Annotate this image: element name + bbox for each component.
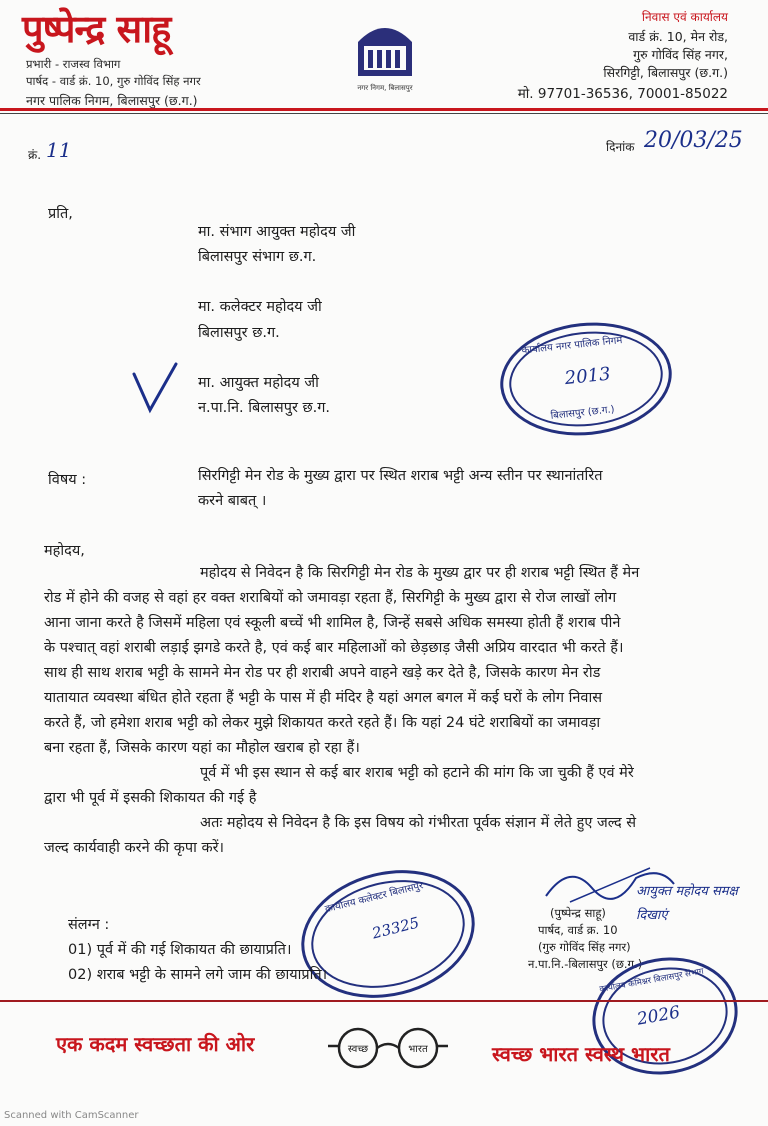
body-line: यातायात व्यवस्था बंधित होते रहता हैं भट्टी के पास में ही मंदिर है यहां अगल बगल में कई घरों के लोग निवास — [44, 690, 603, 706]
date-label: दिनांक — [606, 140, 635, 154]
body-line: के पश्चात् वहां शराबी लड़ाई झगडे करते है, एवं कई बार महिलाओं को छेड़छाड़ जैसी अप्रिय वारदात भी करते हैं। — [44, 640, 624, 656]
recipient-line: मा. संभाग आयुक्त महोदय जी — [198, 224, 356, 240]
address-line-2: गुरु गोविंद सिंह नगर, — [633, 47, 728, 62]
recipient-line: मा. कलेक्टर महोदय जी — [198, 299, 322, 315]
stamp-text: कार्यालय कलेक्टर बिलासपुर — [323, 880, 425, 916]
logo-caption: नगर निगम, बिलासपुर — [357, 84, 413, 92]
collector-office-stamp — [288, 853, 489, 1016]
handwritten-note: आयुक्त महोदय समक्ष दिखाएं — [636, 884, 738, 923]
spec-left-label: स्वच्छ — [347, 1044, 369, 1055]
body-line: जल्द कार्यवाही करने की कृपा करें। — [44, 840, 225, 856]
municipal-office-stamp — [495, 314, 678, 443]
scanner-watermark: Scanned with CamScanner — [4, 1110, 139, 1121]
body-line: रोड में होने की वजह से वहां हर वक्त शराबियों को जमावड़ा रहता हैं, सिरगिट्टी के मुख्य द्वारा से रोज लाखों लोग — [44, 590, 617, 606]
signatory-corp: न.पा.नि.-बिलासपुर (छ.ग.) — [528, 957, 643, 971]
stamp-number: 2026 — [635, 1002, 682, 1030]
enclosure-item: 01) पूर्व में की गई शिकायत की छायाप्रति। — [68, 942, 292, 958]
stamp-place: बिलासपुर (छ.ग.) — [550, 404, 616, 422]
body-line: बना रहता हैं, जिसके कारण यहां का मौहोल खराब हो रहा हैं। — [44, 740, 360, 756]
signatory-name: (पुष्पेन्द्र साहू) — [550, 906, 606, 920]
swachh-bharat-spectacles — [328, 1026, 448, 1070]
body-line: महोदय से निवेदन है कि सिरगिट्टी मेन रोड के मुख्य द्वार पर ही शराब भट्टी स्थित हैं मेन — [200, 565, 640, 581]
body-line: करते हैं, जो हमेशा शराब भट्टी को लेकर मुझे शिकायत करते रहते हैं। कि यहां 24 घंटे शराबियों का जमावड़ा — [44, 715, 601, 731]
councillor-line: पार्षद - वार्ड क्रं. 10, गुरु गोविंद सिंह नगर — [26, 74, 201, 88]
subject-label: विषय : — [48, 472, 87, 488]
enclosure-item: 02) शराब भट्टी के सामने लगे जाम की छायाप्रति। — [68, 967, 328, 983]
address-heading: निवास एवं कार्यालय — [641, 10, 728, 24]
body-line: पूर्व में भी इस स्थान से कई बार शराब भट्टी को हटाने की मांग कि जा चुकी हैं एवं मेरे — [200, 765, 634, 781]
role-line: प्रभारी - राजस्व विभाग — [26, 57, 121, 71]
ref-number: 11 — [46, 138, 72, 162]
letterhead-name: पुष्पेन्द्र साहू — [22, 7, 171, 51]
stamp-text: कार्यालय कमिश्नर बिलासपुर संभाग — [598, 966, 705, 995]
body-line: साथ ही साथ शराब भट्टी के सामने मेन रोड पर ही शराबी अपने वाहने खड़े कर देते है, जिसके कारण मेन रोड — [44, 665, 601, 681]
footer-slogan-right: स्वच्छ भारत स्वस्थ भारत — [492, 1042, 670, 1066]
recipient-line: बिलासपुर संभाग छ.ग. — [198, 249, 317, 265]
recipient-line: बिलासपुर छ.ग. — [198, 325, 280, 341]
ref-label: क्रं. — [28, 148, 42, 162]
salutation: महोदय, — [44, 543, 85, 559]
address-line-3: सिरगिट्टी, बिलासपुर (छ.ग.) — [603, 65, 728, 80]
footer-rule — [0, 1000, 768, 1002]
body-line: आना जाना करते है जिसमें महिला एवं स्कूली बच्चें भी शामिल है, जिन्हें सबसे अधिक समस्या होती हैं शराब पीने — [44, 615, 621, 631]
header-black-rule — [0, 113, 768, 114]
subject-line-2: करने बाबत् । — [198, 493, 267, 509]
signature-details — [528, 905, 642, 973]
stamp-number: 23325 — [370, 913, 421, 943]
municipal-logo — [350, 18, 420, 90]
recipient-line: मा. आयुक्त महोदय जी — [198, 375, 319, 391]
corporation-line: नगर पालिक निगम, बिलासपुर (छ.ग.) — [26, 93, 198, 108]
stamp-text: कार्यालय नगर पालिक निगम — [521, 335, 623, 357]
mobile-number: मो. 97701-36536, 70001-85022 — [517, 86, 728, 102]
date-value: 20/03/25 — [644, 128, 743, 153]
footer-slogan-left: एक कदम स्वच्छता की ओर — [56, 1032, 255, 1056]
recipient-line: न.पा.नि. बिलासपुर छ.ग. — [198, 400, 331, 416]
address-line-1: वार्ड क्रं. 10, मेन रोड, — [628, 29, 728, 44]
to-label: प्रति, — [48, 206, 73, 222]
signatory-area: (गुरु गोविंद सिंह नगर) — [538, 940, 631, 954]
letter-body — [44, 561, 734, 861]
stamp-number: 2013 — [563, 363, 612, 390]
signatory-ward: पार्षद, वार्ड क्र. 10 — [538, 923, 618, 937]
body-line: अतः महोदय से निवेदन है कि इस विषय को गंभीरता पूर्वक संज्ञान में लेते हुए जल्द से — [200, 815, 637, 831]
subject-line-1: सिरगिट्टी मेन रोड के मुख्य द्वारा पर स्थित शराब भट्टी अन्य स्तीन पर स्थानांतरित — [198, 468, 603, 484]
header-red-rule — [0, 108, 768, 111]
spec-right-label: भारत — [408, 1044, 428, 1055]
check-mark — [130, 360, 180, 418]
enclosure-label: संलग्न : — [68, 917, 110, 933]
body-line: द्वारा भी पूर्व में इसकी शिकायत की गई है — [44, 790, 257, 806]
